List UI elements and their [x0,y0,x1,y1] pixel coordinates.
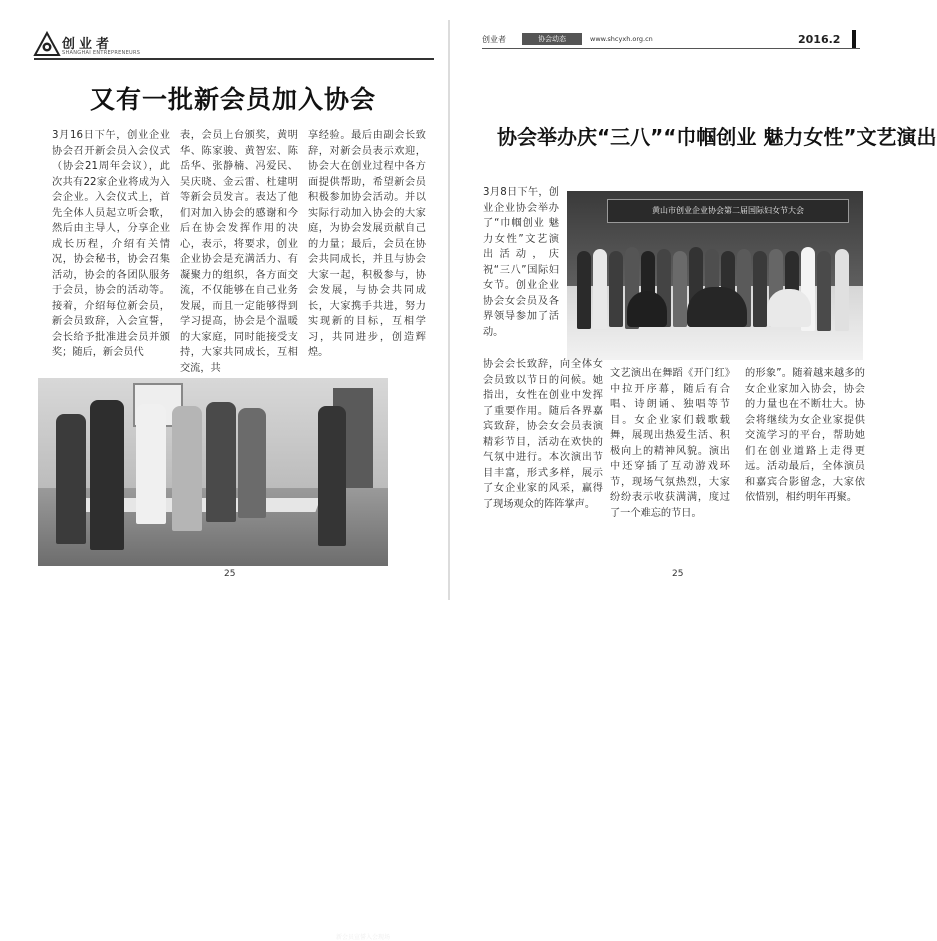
section-label: 协会动态 [522,33,582,45]
photo-person [318,406,346,546]
intro-column: 3月8日下午，创业企业协会举办了“巾帼创业 魅力女性”文艺演出活动，庆祝“三八”国际妇女节。创业企业协会女会员及各界领导参加了活动。 [483,187,559,338]
text-column-1: 3月16日下午，创业企业协会召开新会员入会仪式（协会21周年会议），此次共有22家企业将成为入会企业。入会仪式上，首先全体人员起立听会歌，然后由主导人，分享企业成长历程，介绍有关情况，协会秘书，协会召集活动，协会的各团队服务于会员，协会的活动等。接着，介绍每位新会员，新会员致辞，入会宣誓，会长给予批准进会员并颁奖；随后，新会员代 [52,130,170,358]
photo-person [593,249,607,329]
logo-subtitle: SHANGHAI ENTREPRENEURS [62,50,141,56]
photo-person [673,251,687,327]
page-number-left: 25 [224,569,236,579]
photo-person [238,408,266,518]
header-divider [34,58,434,60]
magazine-logo [34,30,141,60]
text-column-1: 协会会长致辞，向全体女会员致以节日的问候。她指出，女性在创业中发挥了重要作用。随后各界嘉宾致辞，协会女会员表演精彩节目，活动在欢快的气氛中进行。本次演出节目丰富，形式多样，展示了女企业家的风采，赢得了现场观众的阵阵掌声。 [483,359,603,510]
text-column-3: 的形象”。随着越来越多的女企业家加入协会，协会的力量也在不断壮大。协会将继续为女企业家提供交流学习的平台，帮助她们在创业道路上走得更远。活动最后，全体演员和嘉宾合影留念，大家依依惜别，相约明年再聚。 [745,368,865,503]
website-url: www.shcyxh.org.cn [590,35,653,43]
photo-banner [607,199,849,223]
text-column-3: 享经验。最后由副会长致辞，对新会员表示欢迎，协会大在创业过程中各方面提供帮助，希望新会员积极参加协会活动。并以实际行动加入协会的大家庭，为协会发展贡献自己的力量；最后，会员在协会共同成长，并且与协会大家一起，积极参与，协会发展，与协会共同成长，大家携手共进，努力实现新的目标，互相学习，共同进步，创造辉煌。 [308,130,426,358]
photo-person [609,251,623,327]
issue-number: 2016.2 [798,33,841,46]
text-column-2: 表，会员上台颁奖，黄明华、陈家骏、黄智宏、陈岳华、张静楠、冯爱民、吴庆晓、金云雷、杜建明等新会员发言。表达了他们对加入协会的感谢和今后在协会发挥作用的决心，表示，将要求，创业企业协会是充满活力、有凝聚力的组织，各方面交流，不仅能够在自己业务发展，而且一定能够得到学习提高，协会是个温暖的大家庭，同时能接受支持，大家共同成长，互相交流，共 [180,130,298,374]
article-title-left: 又有一批新会员加入协会 [90,85,377,114]
article-body-right [483,357,863,567]
left-page [0,0,449,941]
photo-person [627,291,667,327]
photo-caption: 新会员宣誓入会现场 [336,934,391,941]
page-gutter [448,20,450,600]
performance-photo [567,191,863,360]
photo-person [172,406,202,531]
page-number-right: 25 [672,569,684,579]
photo-person [753,251,767,327]
text-column-2: 文艺演出在舞蹈《开门红》中拉开序幕，随后有合唱、诗朗诵、独唱等节目。女企业家们载歌载舞，展现出热爱生活、积极向上的精神风貌。演出中还穿插了互动游戏环节，现场气氛热烈，大家纷纷表示收获满满，度过了一个难忘的节日。 [610,368,730,519]
logo-title: 创业者 [62,37,114,52]
photo-person [687,287,747,327]
photo-banner-text: 黄山市创业企业协会第二届国际妇女节大会 [652,206,804,215]
right-header [482,33,860,47]
photo-person [835,249,849,331]
triangle-logo-icon [34,32,60,56]
photo-person [206,402,236,522]
magazine-name: 创业者 [482,35,506,44]
article-body-left [52,128,440,372]
photo-person [767,289,811,327]
photo-person [136,404,166,524]
article-title-right: 协会举办庆“三八”“巾帼创业 魅力女性”文艺演出 [497,125,937,149]
header-marker [852,30,856,48]
photo-person [817,251,831,331]
header-divider-right [482,48,860,49]
photo-person [90,400,124,550]
photo-person [56,414,86,544]
photo-person [577,251,591,329]
